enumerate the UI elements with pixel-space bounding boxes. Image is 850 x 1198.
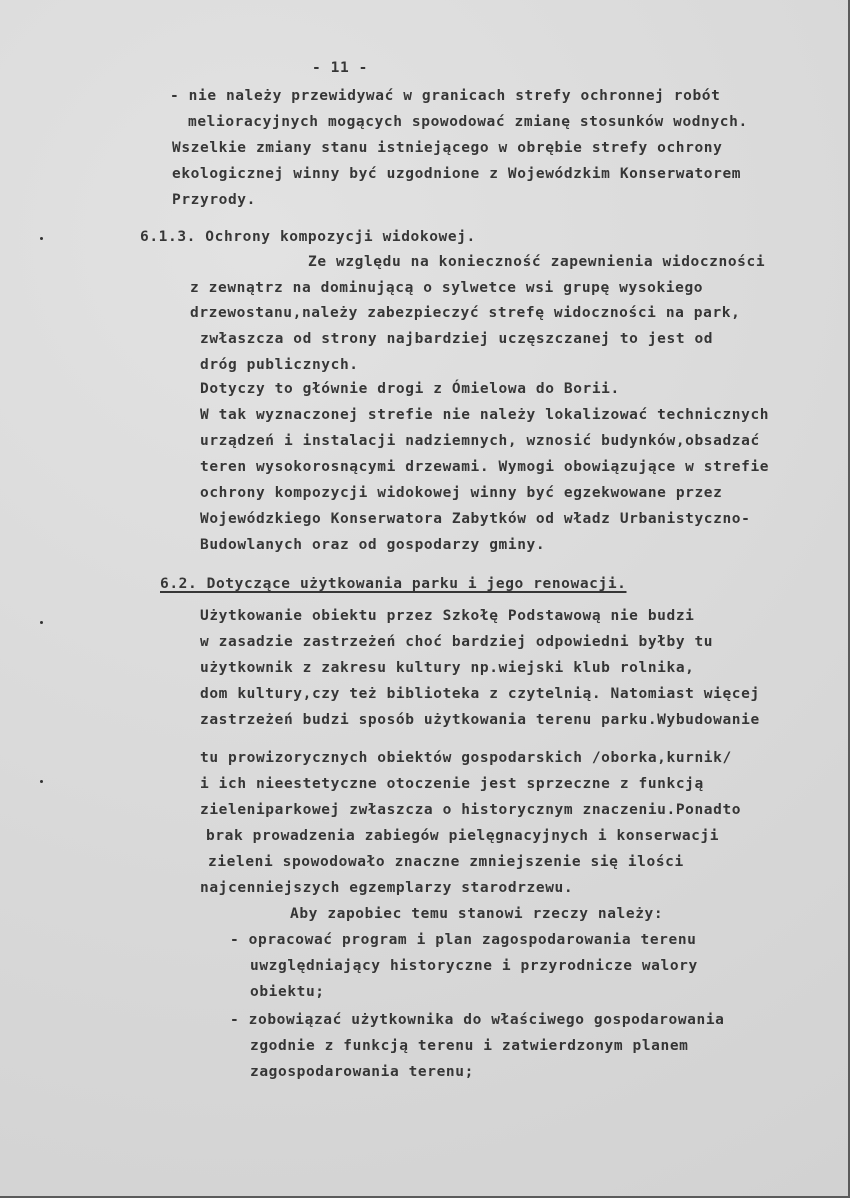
punch-mark (40, 621, 43, 624)
text-line: z zewnątrz na dominującą o sylwetce wsi grupę wysokiego (190, 280, 704, 296)
text-line: dom kultury,czy też biblioteka z czytelnią. Natomiast więcej (200, 686, 760, 702)
text-line: w zasadzie zastrzeżeń choć bardziej odpowiedni byłby tu (200, 634, 714, 650)
text-line: najcenniejszych egzemplarzy starodrzewu. (200, 880, 574, 896)
text-line: - opracować program i plan zagospodarowania terenu (230, 932, 697, 948)
text-line: - zobowiązać użytkownika do właściwego gospodarowania (230, 1012, 725, 1028)
text-line: ochrony kompozycji widokowej winny być egzekwowane przez (200, 485, 723, 501)
text-line: - nie należy przewidywać w granicach strefy ochronnej robót (170, 88, 721, 104)
text-line: Dotyczy to głównie drogi z Ómielowa do Borii. (200, 381, 620, 397)
section-heading: 6.2. Dotyczące użytkowania parku i jego renowacji. (160, 576, 627, 592)
page-number: - 11 - (312, 60, 368, 76)
text-line: zgodnie z funkcją terenu i zatwierdzonym planem (250, 1038, 689, 1054)
text-line: zagospodarowania terenu; (250, 1064, 474, 1080)
text-line: uwzględniający historyczne i przyrodnicze walory (250, 958, 698, 974)
text-line: użytkownik z zakresu kultury np.wiejski klub rolnika, (200, 660, 695, 676)
text-line: ekologicznej winny być uzgodnione z Wojewódzkim Konserwatorem (172, 166, 742, 182)
text-line: melioracyjnych mogących spowodować zmianę stosunków wodnych. (188, 114, 748, 130)
text-line: Aby zapobiec temu stanowi rzeczy należy: (290, 906, 664, 922)
text-line: Użytkowanie obiektu przez Szkołę Podstawową nie budzi (200, 608, 695, 624)
text-line: Ze względu na konieczność zapewnienia widoczności (308, 254, 766, 270)
text-line: tu prowizorycznych obiektów gospodarskich /oborka,kurnik/ (200, 750, 732, 766)
text-line: zieleni spowodowało znaczne zmniejszenie się ilości (208, 854, 684, 870)
punch-mark (40, 780, 43, 783)
text-line: W tak wyznaczonej strefie nie należy lokalizować technicznych (200, 407, 770, 423)
text-line: Przyrody. (172, 192, 256, 208)
text-line: obiektu; (250, 984, 325, 1000)
text-line: Wszelkie zmiany stanu istniejącego w obrębie strefy ochrony (172, 140, 723, 156)
section-heading: 6.1.3. Ochrony kompozycji widokowej. (140, 229, 476, 245)
text-line: brak prowadzenia zabiegów pielęgnacyjnych i konserwacji (206, 828, 720, 844)
text-line: zastrzeżeń budzi sposób użytkowania terenu parku.Wybudowanie (200, 712, 760, 728)
text-line: dróg publicznych. (200, 357, 359, 373)
text-line: zieleniparkowej zwłaszcza o historycznym znaczeniu.Ponadto (200, 802, 742, 818)
text-line: drzewostanu,należy zabezpieczyć strefę widoczności na park, (190, 305, 741, 321)
text-line: Wojewódzkiego Konserwatora Zabytków od władz Urbanistyczno- (200, 511, 751, 527)
text-line: urządzeń i instalacji nadziemnych, wznosić budynków,obsadzać (200, 433, 760, 449)
text-line: i ich nieestetyczne otoczenie jest sprzeczne z funkcją (200, 776, 704, 792)
punch-mark (40, 237, 43, 240)
text-line: zwłaszcza od strony najbardziej uczęszczanej to jest od (200, 331, 714, 347)
text-line: teren wysokorosnącymi drzewami. Wymogi obowiązujące w strefie (200, 459, 770, 475)
text-line: Budowlanych oraz od gospodarzy gminy. (200, 537, 546, 553)
